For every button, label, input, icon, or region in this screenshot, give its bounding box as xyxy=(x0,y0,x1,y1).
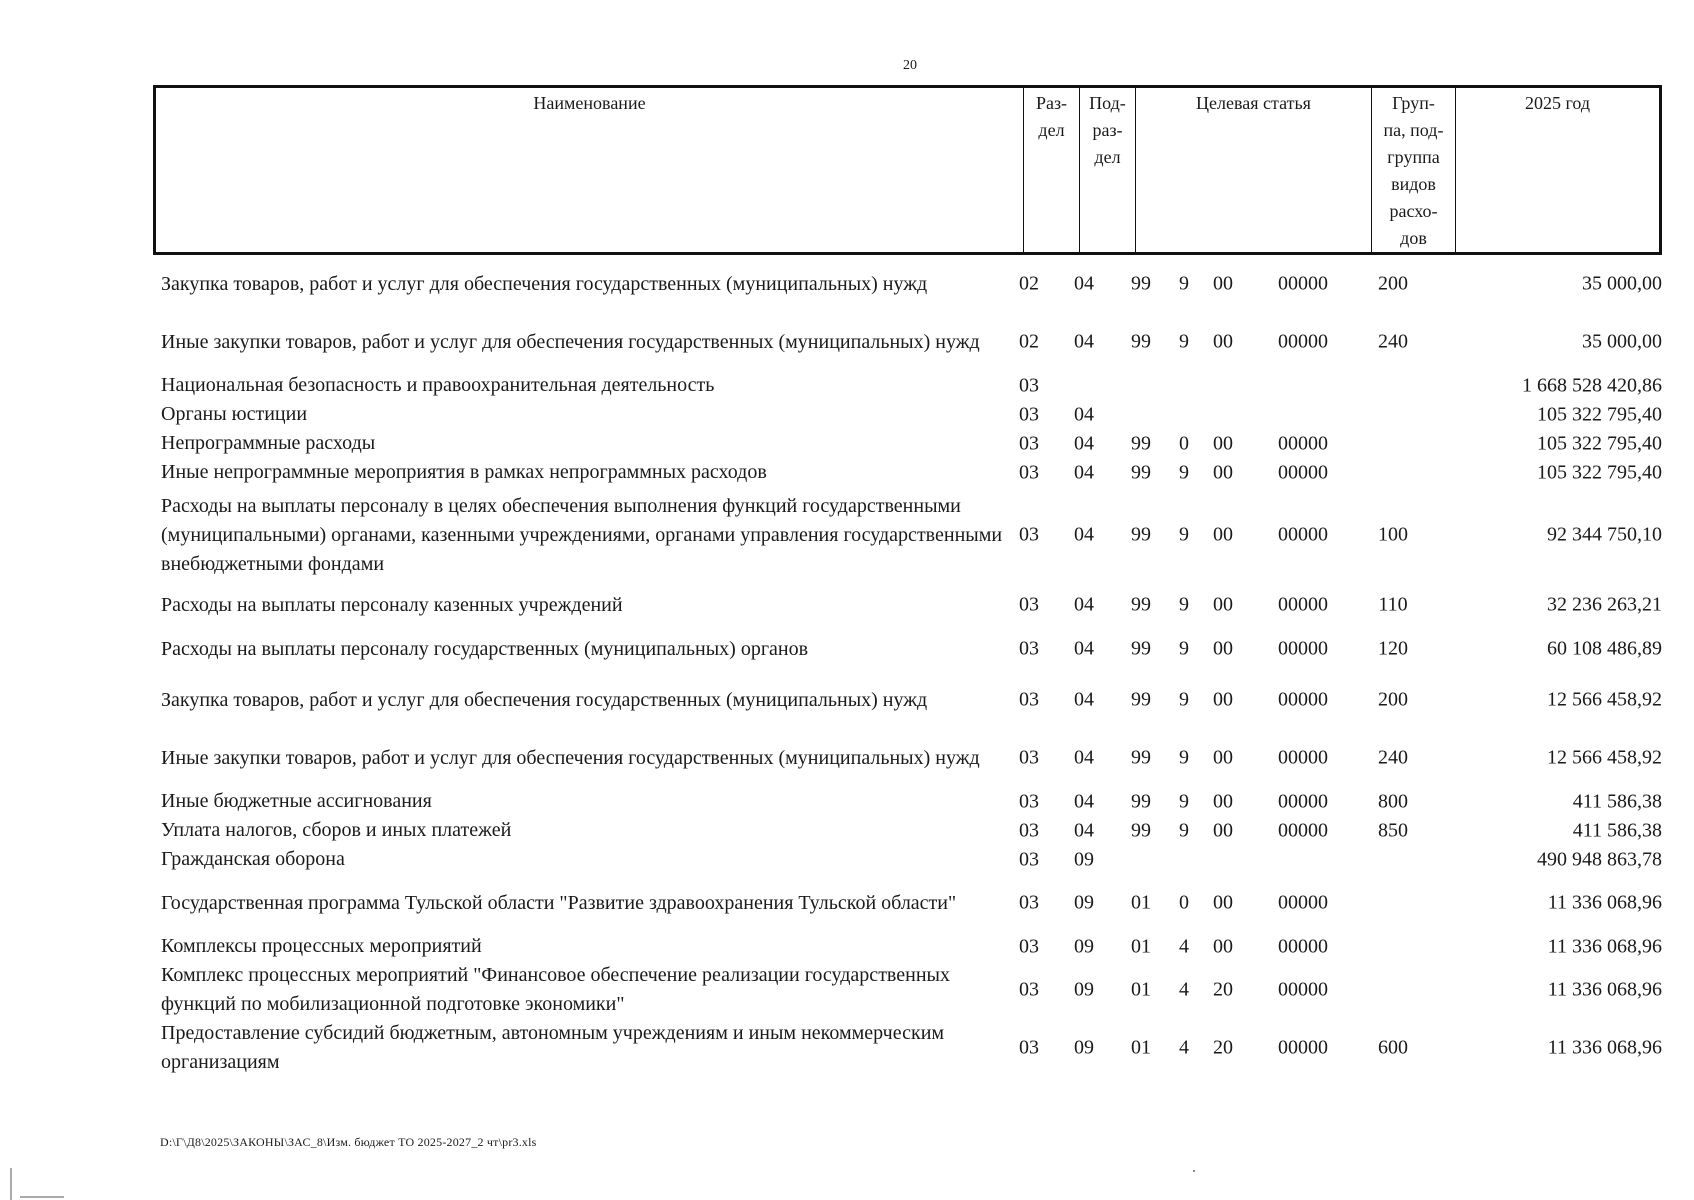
row-razdel: 03 xyxy=(1019,1036,1039,1059)
row-name: Национальная безопасность и правоохранительная деятельность xyxy=(161,374,715,396)
table-header xyxy=(153,85,1662,255)
row-prog: 01 xyxy=(1131,891,1151,914)
row-podrazdel: 04 xyxy=(1074,272,1094,295)
row-num: 00000 xyxy=(1278,935,1328,957)
row-num: 00000 xyxy=(1278,819,1328,841)
row-num: 00000 xyxy=(1278,523,1328,546)
row-name: Государственная программа Тульской области "Развитие здравоохранения Тульской области" xyxy=(161,891,957,914)
row-tip: 9 xyxy=(1179,272,1189,295)
row-vid: 100 xyxy=(1378,523,1408,546)
header-year xyxy=(1455,88,1659,252)
row-napr: 00 xyxy=(1213,891,1233,914)
row-prog: 01 xyxy=(1131,978,1151,1001)
table-row xyxy=(153,845,1662,874)
row-tip: 0 xyxy=(1179,891,1189,914)
row-prog: 99 xyxy=(1131,461,1151,483)
table-row xyxy=(153,961,1662,1019)
row-amount: 411 586,38 xyxy=(1572,819,1662,841)
header-name xyxy=(156,88,1023,252)
row-vid: 240 xyxy=(1378,330,1408,353)
row-napr: 20 xyxy=(1213,1036,1233,1059)
table-row xyxy=(153,787,1662,816)
row-razdel: 03 xyxy=(1019,523,1039,546)
row-name: Расходы на выплаты персоналу государственных (муниципальных) органов xyxy=(161,637,809,660)
row-podrazdel: 04 xyxy=(1074,746,1094,769)
row-amount: 35 000,00 xyxy=(1582,272,1662,295)
row-vid: 200 xyxy=(1378,688,1408,711)
row-amount: 490 948 863,78 xyxy=(1537,848,1662,870)
row-prog: 99 xyxy=(1131,688,1151,711)
row-name: Предоставление субсидий бюджетным, автономным учреждениям и иным некоммерческим организациям xyxy=(161,1022,945,1073)
row-podrazdel: 04 xyxy=(1074,403,1094,425)
footer-file-path: D:\Г\Д8\2025\ЗАКОНЫ\ЗАС_8\Изм. бюджет ТО 2025-2027_2 чт\pr3.xls xyxy=(160,1135,537,1149)
header-gruppa-line: Груп- xyxy=(1392,93,1435,113)
row-razdel: 03 xyxy=(1019,593,1039,616)
row-razdel: 03 xyxy=(1019,848,1039,870)
row-amount: 1 668 528 420,86 xyxy=(1522,374,1662,396)
row-amount: 105 322 795,40 xyxy=(1537,432,1662,454)
row-tip: 4 xyxy=(1179,978,1189,1001)
row-razdel: 03 xyxy=(1019,819,1039,841)
row-razdel: 03 xyxy=(1019,688,1039,711)
header-celevaya-label: Целевая статья xyxy=(1196,93,1311,113)
row-vid: 110 xyxy=(1378,593,1408,616)
scan-speck xyxy=(1193,1170,1195,1172)
row-podrazdel: 04 xyxy=(1074,432,1094,454)
row-tip: 9 xyxy=(1179,790,1189,812)
row-tip: 9 xyxy=(1179,746,1189,769)
header-gruppa-line: расхо- xyxy=(1389,201,1438,221)
row-tip: 0 xyxy=(1179,432,1189,454)
row-num: 00000 xyxy=(1278,978,1328,1001)
row-razdel: 02 xyxy=(1019,272,1039,295)
header-gruppa-line: группа xyxy=(1387,147,1440,167)
row-num: 00000 xyxy=(1278,593,1328,616)
table-row xyxy=(153,255,1662,313)
row-napr: 00 xyxy=(1213,637,1233,660)
row-num: 00000 xyxy=(1278,746,1328,769)
row-razdel: 03 xyxy=(1019,746,1039,769)
row-tip: 4 xyxy=(1179,1036,1189,1059)
header-gruppa xyxy=(1371,88,1455,252)
row-vid: 200 xyxy=(1378,272,1408,295)
header-podrazdel xyxy=(1079,88,1135,252)
row-amount: 411 586,38 xyxy=(1572,790,1662,812)
row-napr: 00 xyxy=(1213,432,1233,454)
row-prog: 99 xyxy=(1131,637,1151,660)
row-podrazdel: 09 xyxy=(1074,891,1094,914)
table-row xyxy=(153,583,1662,627)
row-tip: 9 xyxy=(1179,688,1189,711)
row-amount: 60 108 486,89 xyxy=(1547,637,1662,660)
header-gruppa-line: па, под- xyxy=(1383,120,1444,140)
row-amount: 105 322 795,40 xyxy=(1537,461,1662,483)
row-name: Органы юстиции xyxy=(161,403,308,425)
row-amount: 12 566 458,92 xyxy=(1547,746,1662,769)
scan-margin-mark xyxy=(10,1168,12,1200)
row-prog: 99 xyxy=(1131,330,1151,353)
header-razdel-line: дел xyxy=(1038,120,1065,140)
row-name: Иные закупки товаров, работ и услуг для обеспечения государственных (муниципальных) нужд xyxy=(161,746,980,769)
table-row xyxy=(153,874,1662,932)
row-razdel: 03 xyxy=(1019,978,1039,1001)
row-amount: 11 336 068,96 xyxy=(1547,935,1662,957)
row-podrazdel: 09 xyxy=(1074,978,1094,1001)
row-napr: 00 xyxy=(1213,330,1233,353)
row-napr: 00 xyxy=(1213,746,1233,769)
row-razdel: 02 xyxy=(1019,330,1039,353)
row-amount: 11 336 068,96 xyxy=(1547,891,1662,914)
table-row xyxy=(153,671,1662,729)
row-num: 00000 xyxy=(1278,330,1328,353)
row-num: 00000 xyxy=(1278,891,1328,914)
header-year-label: 2025 год xyxy=(1524,93,1591,113)
row-podrazdel: 04 xyxy=(1074,819,1094,841)
row-vid: 120 xyxy=(1378,637,1408,660)
row-name: Комплекс процессных мероприятий "Финансовое обеспечение реализации государственных функций по мобилизационной подготовке экономики" xyxy=(161,964,950,1015)
header-podrazdel-line: дел xyxy=(1094,147,1121,167)
row-name: Закупка товаров, работ и услуг для обеспечения государственных (муниципальных) нужд xyxy=(161,272,928,295)
row-napr: 00 xyxy=(1213,461,1233,483)
row-napr: 00 xyxy=(1213,688,1233,711)
row-razdel: 03 xyxy=(1019,637,1039,660)
row-podrazdel: 04 xyxy=(1074,637,1094,660)
row-razdel: 03 xyxy=(1019,374,1039,396)
row-tip: 9 xyxy=(1179,637,1189,660)
row-razdel: 03 xyxy=(1019,432,1039,454)
row-prog: 01 xyxy=(1131,1036,1151,1059)
header-podrazdel-line: Под- xyxy=(1089,93,1126,113)
row-podrazdel: 04 xyxy=(1074,523,1094,546)
row-prog: 99 xyxy=(1131,746,1151,769)
row-name: Иные закупки товаров, работ и услуг для обеспечения государственных (муниципальных) нужд xyxy=(161,330,980,353)
row-name: Комплексы процессных мероприятий xyxy=(161,935,482,957)
row-napr: 00 xyxy=(1213,523,1233,546)
table-row xyxy=(153,487,1662,583)
row-napr: 00 xyxy=(1213,819,1233,841)
table-row xyxy=(153,816,1662,845)
row-amount: 11 336 068,96 xyxy=(1547,978,1662,1001)
row-num: 00000 xyxy=(1278,272,1328,295)
row-amount: 35 000,00 xyxy=(1582,330,1662,353)
header-podrazdel-line: раз- xyxy=(1092,120,1123,140)
table-row xyxy=(153,1019,1662,1077)
table-row xyxy=(153,371,1662,400)
row-tip: 9 xyxy=(1179,330,1189,353)
row-podrazdel: 09 xyxy=(1074,848,1094,870)
header-celevaya xyxy=(1135,88,1371,252)
row-napr: 00 xyxy=(1213,935,1233,957)
table-row xyxy=(153,458,1662,487)
row-amount: 12 566 458,92 xyxy=(1547,688,1662,711)
row-razdel: 03 xyxy=(1019,891,1039,914)
row-name: Иные бюджетные ассигнования xyxy=(161,790,432,812)
row-tip: 9 xyxy=(1179,523,1189,546)
row-num: 00000 xyxy=(1278,637,1328,660)
row-razdel: 03 xyxy=(1019,790,1039,812)
row-razdel: 03 xyxy=(1019,461,1039,483)
table-row xyxy=(153,400,1662,429)
row-podrazdel: 04 xyxy=(1074,790,1094,812)
row-prog: 99 xyxy=(1131,272,1151,295)
row-podrazdel: 09 xyxy=(1074,935,1094,957)
row-razdel: 03 xyxy=(1019,403,1039,425)
header-razdel-line: Раз- xyxy=(1035,93,1068,113)
row-napr: 00 xyxy=(1213,272,1233,295)
row-amount: 105 322 795,40 xyxy=(1537,403,1662,425)
row-prog: 99 xyxy=(1131,523,1151,546)
row-amount: 11 336 068,96 xyxy=(1547,1036,1662,1059)
row-name: Непрограммные расходы xyxy=(161,432,376,454)
row-num: 00000 xyxy=(1278,461,1328,483)
row-prog: 99 xyxy=(1131,819,1151,841)
row-tip: 9 xyxy=(1179,593,1189,616)
table-body xyxy=(153,255,1662,1077)
row-num: 00000 xyxy=(1278,432,1328,454)
row-podrazdel: 09 xyxy=(1074,1036,1094,1059)
scan-margin-mark xyxy=(20,1196,64,1198)
row-podrazdel: 04 xyxy=(1074,593,1094,616)
page-number: 20 xyxy=(903,58,917,73)
row-num: 00000 xyxy=(1278,1036,1328,1059)
row-name: Иные непрограммные мероприятия в рамках непрограммных расходов xyxy=(161,461,767,483)
row-podrazdel: 04 xyxy=(1074,461,1094,483)
row-podrazdel: 04 xyxy=(1074,688,1094,711)
row-tip: 9 xyxy=(1179,819,1189,841)
row-tip: 4 xyxy=(1179,935,1189,957)
row-razdel: 03 xyxy=(1019,935,1039,957)
table-row xyxy=(153,729,1662,787)
row-vid: 240 xyxy=(1378,746,1408,769)
table-row xyxy=(153,429,1662,458)
header-name-label: Наименование xyxy=(533,93,646,113)
header-gruppa-line: видов xyxy=(1391,174,1436,194)
row-napr: 00 xyxy=(1213,790,1233,812)
row-vid: 800 xyxy=(1378,790,1408,812)
row-napr: 20 xyxy=(1213,978,1233,1001)
row-prog: 99 xyxy=(1131,790,1151,812)
row-name: Закупка товаров, работ и услуг для обеспечения государственных (муниципальных) нужд xyxy=(161,688,928,711)
table-row xyxy=(153,313,1662,371)
header-gruppa-line: дов xyxy=(1400,228,1427,248)
header-razdel xyxy=(1023,88,1079,252)
row-name: Гражданская оборона xyxy=(161,848,345,870)
table-row xyxy=(153,932,1662,961)
row-prog: 01 xyxy=(1131,935,1151,957)
row-napr: 00 xyxy=(1213,593,1233,616)
row-podrazdel: 04 xyxy=(1074,330,1094,353)
row-num: 00000 xyxy=(1278,790,1328,812)
row-num: 00000 xyxy=(1278,688,1328,711)
row-tip: 9 xyxy=(1179,461,1189,483)
row-amount: 32 236 263,21 xyxy=(1547,593,1662,616)
row-vid: 600 xyxy=(1378,1036,1408,1059)
row-prog: 99 xyxy=(1131,432,1151,454)
row-name: Расходы на выплаты персоналу казенных учреждений xyxy=(161,593,623,616)
row-prog: 99 xyxy=(1131,593,1151,616)
row-name: Расходы на выплаты персоналу в целях обеспечения выполнения функций государственными (муниципальными) органами, казенными учреждениями, органами управления государственными внебюджетными фондами xyxy=(161,494,1003,575)
row-amount: 92 344 750,10 xyxy=(1547,523,1662,546)
row-vid: 850 xyxy=(1378,819,1408,841)
table-row xyxy=(153,627,1662,671)
row-name: Уплата налогов, сборов и иных платежей xyxy=(161,819,512,841)
